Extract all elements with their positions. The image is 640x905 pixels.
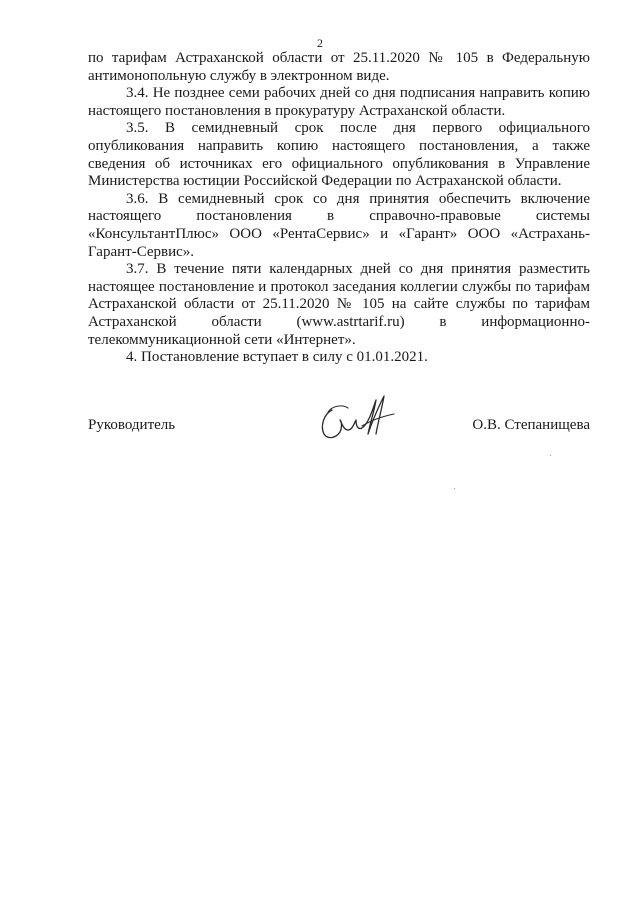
paragraph-item-3-4: 3.4. Не позднее семи рабочих дней со дня подписания направить копию настоящего постановления в прокуратуру Астраханской области. [88,85,590,119]
scan-speck [550,455,551,456]
paragraph-item-3-6: 3.6. В семидневный срок со дня принятия обеспечить включение настоящего постановления в справочно-правовые системы «КонсультантПлюс» ООО «РентаСервис» и «Гарант» ООО «Астрахань-Гарант-Сервис». [88,190,590,260]
paragraph-continuation: по тарифам Астраханской области от 25.11.2020 № 105 в Федеральную антимонопольную службу в электронном виде. [88,50,590,84]
page-number: 2 [317,36,323,50]
handwritten-signature [318,390,400,448]
document-body [88,50,590,367]
signatory-name: О.В. Степанищева [472,417,590,433]
paragraph-item-3-7: 3.7. В течение пяти календарных дней со дня принятия разместить настоящее постановление и протокол заседания коллегии службы по тарифам Астраханской области от 25.11.2020 № 105 на сайте службы по тарифам Астраханской области (www.astrtarif.ru) в информационно-телекоммуникационной сети «Интернет». [88,261,590,348]
signatory-title: Руководитель [88,417,176,433]
paragraph-item-3-5: 3.5. В семидневный срок после дня первого официального опубликования направить копию настоящего постановления, а также сведения об источниках его официального опубликования в Управление Министерства юстиции Российской Федерации по Астраханской области. [88,120,590,190]
paragraph-item-4: 4. Постановление вступает в силу с 01.01.2021. [126,349,428,366]
scan-speck [454,488,455,489]
